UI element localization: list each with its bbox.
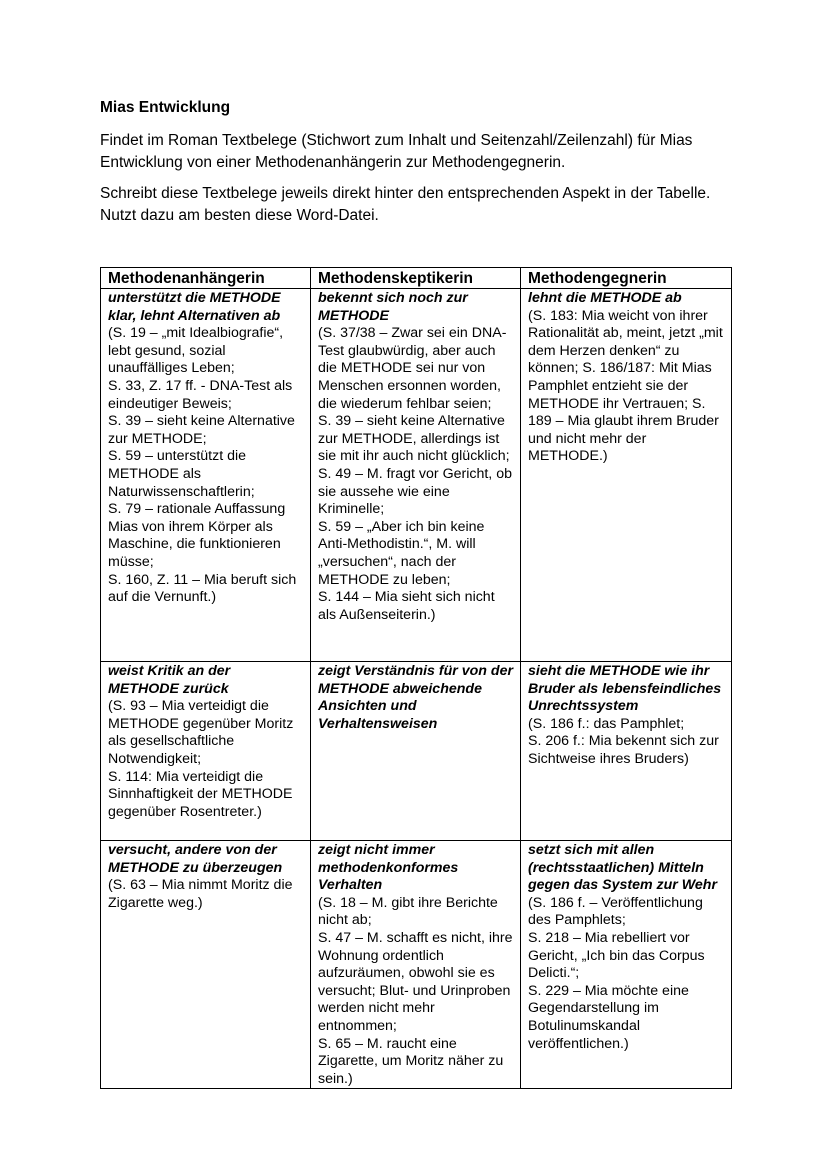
header-methodenanhaengerin: Methodenanhängerin — [101, 268, 311, 289]
table-cell — [101, 841, 311, 1089]
table-cell — [311, 289, 521, 662]
table-row — [101, 841, 732, 1089]
table-cell — [311, 662, 521, 841]
table-cell — [521, 841, 732, 1089]
aspect-heading: zeigt nicht immer methodenkonformes Verhalten — [318, 842, 459, 894]
document-title: Mias Entwicklung — [100, 99, 231, 116]
aspect-heading: zeigt Verständnis für von der METHODE abweichende Ansichten und Verhaltensweisen — [318, 663, 513, 732]
aspect-heading: bekennt sich noch zur METHODE — [318, 290, 468, 324]
evidence-text: (S. 63 – Mia nimmt Moritz die Zigarette weg.) — [108, 877, 293, 911]
evidence-text: (S. 183: Mia weicht von ihrer Rationalität ab, meint, jetzt „mit dem Herzen denken“ zu können; S. 186/187: Mit Mias Pamphlet entzieht sie der METHODE ihr Vertrauen; S. 189 – Mia glaubt ihrem Bruder und nicht mehr der METHODE.) — [528, 307, 723, 465]
table-cell — [311, 841, 521, 1089]
table-cell — [101, 662, 311, 841]
table-cell — [521, 289, 732, 662]
aspect-heading: versucht, andere von der METHODE zu überzeugen — [108, 842, 283, 876]
evidence-text: (S. 37/38 – Zwar sei ein DNA-Test glaubwürdig, aber auch die METHODE sei nur von Menschen ersonnen worden, die wiederum fehlbar seien; S. 39 – sieht keine Alternative zur METHODE, allerdings ist sie mit ihr auch nicht glücklich; S. 49 – M. fragt vor Gericht, ob sie aussehe wie eine Kriminelle; S. 59 – „Aber ich bin keine Anti-Methodistin.“, M. will „versuchen“, nach der METHODE zu leben; S. 144 – Mia sieht sich nicht als Außenseiterin.) — [318, 325, 512, 623]
aspect-heading: weist Kritik an der METHODE zurück — [108, 663, 231, 697]
aspect-heading: unterstützt die METHODE klar, lehnt Alternativen ab — [108, 290, 281, 324]
evidence-text: (S. 93 – Mia verteidigt die METHODE gegenüber Moritz als gesellschaftliche Notwendigkeit; S. 114: Mia verteidigt die Sinnhaftigkeit der METHODE gegenüber Rosentreter.) — [108, 698, 294, 820]
evidence-text: (S. 18 – M. gibt ihre Berichte nicht ab; S. 47 – M. schafft es nicht, ihre Wohnung ordentlich aufzuräumen, obwohl sie es versucht; Blut- und Urinproben werden nicht mehr entnommen; S. 65 – M. raucht eine Zigarette, um Moritz näher zu sein.) — [318, 894, 513, 1087]
instruction-paragraph-1: Findet im Roman Textbelege (Stichwort zum Inhalt und Seitenzahl/Zeilenzahl) für Mias Entwicklung von einer Methodenanhängerin zur Methodengegnerin. — [100, 132, 693, 171]
table-header-row — [101, 268, 732, 289]
aspect-heading: setzt sich mit allen (rechtsstaatlichen) Mitteln gegen das System zur Wehr — [528, 842, 717, 894]
header-methodengegnerin: Methodengegnerin — [521, 268, 732, 289]
table-cell — [101, 289, 311, 662]
evidence-text: (S. 186 f. – Veröffentlichung des Pamphlets; S. 218 – Mia rebelliert vor Gericht, „Ich bin das Corpus Delicti.“; S. 229 – Mia möchte eine Gegendarstellung im Botulinumskandal veröffentlichen.) — [528, 894, 705, 1052]
aspect-heading: sieht die METHODE wie ihr Bruder als lebensfeindliches Unrechtssystem — [528, 663, 722, 715]
development-table — [100, 267, 732, 1089]
instruction-paragraph-2: Schreibt diese Textbelege jeweils direkt hinter den entsprechenden Aspekt in der Tabelle. Nutzt dazu am besten diese Word-Datei. — [100, 185, 711, 224]
evidence-text: (S. 19 – „mit Idealbiografie“, lebt gesund, sozial unauffälliges Leben; S. 33, Z. 17 ff. - DNA-Test als eindeutiger Beweis; S. 39 – sieht keine Alternative zur METHODE; S. 59 – unterstützt die METHODE als Naturwissenschaftlerin; S. 79 – rationale Auffassung Mias von ihrem Körper als Maschine, die funktionieren müsse; S. 160, Z. 11 – Mia beruft sich auf die Vernunft.) — [108, 325, 297, 606]
evidence-text: (S. 186 f.: das Pamphlet; S. 206 f.: Mia bekennt sich zur Sichtweise ihres Bruders) — [528, 715, 719, 767]
table-cell — [521, 662, 732, 841]
table-row — [101, 662, 732, 841]
table-row — [101, 289, 732, 662]
aspect-heading: lehnt die METHODE ab — [528, 290, 682, 306]
header-methodenskeptikerin: Methodenskeptikerin — [311, 268, 521, 289]
